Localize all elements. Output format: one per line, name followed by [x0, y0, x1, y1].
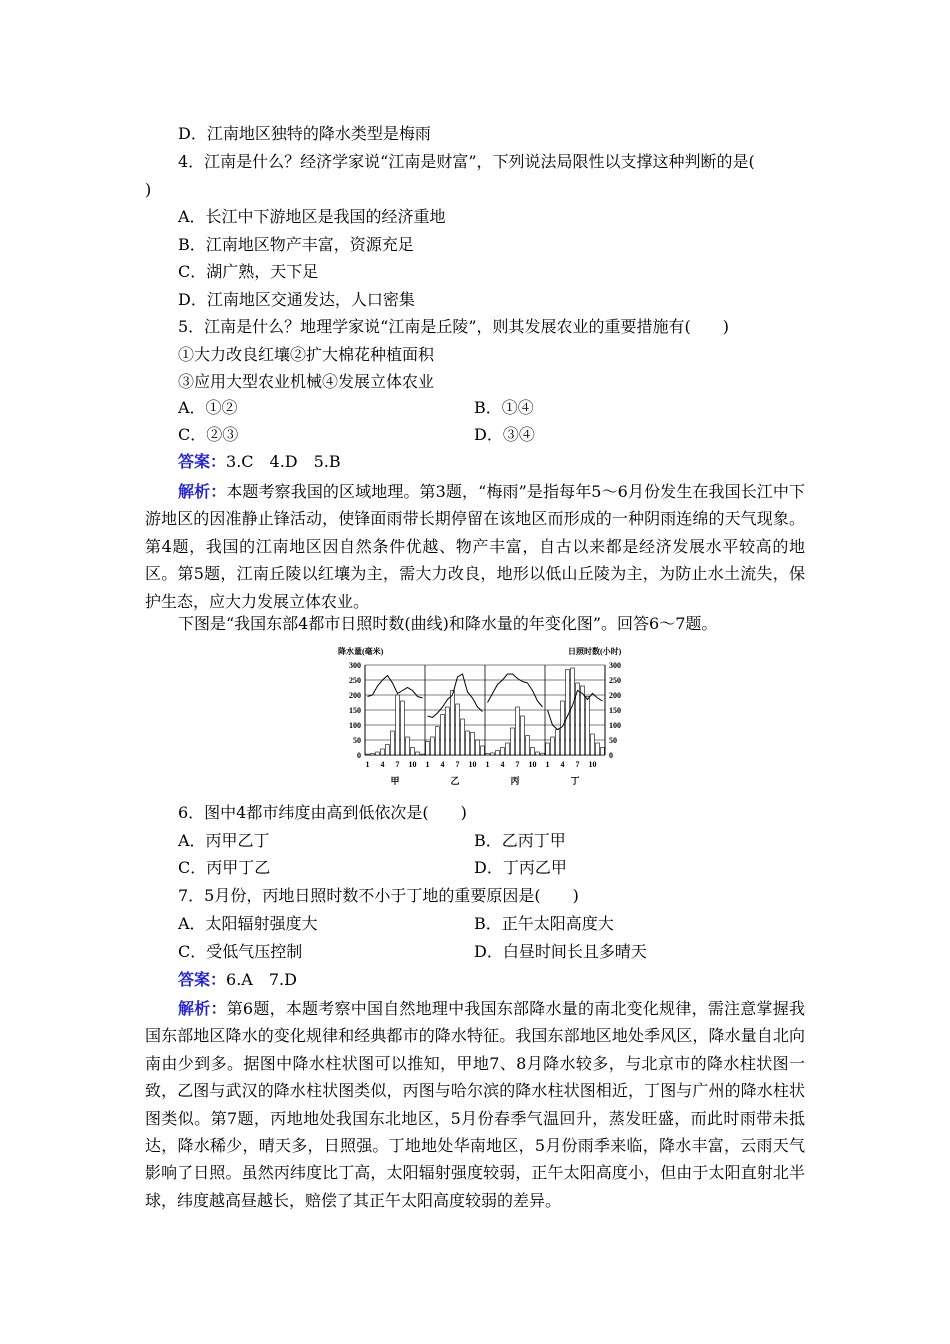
analysis-text: 第6题，本题考察中国自然地理中我国东部降水量的南北变化规律，需注意掌握我国东部地区降水的变化规律和经典都市的降水特征。我国东部地区地处季风区，降水量自北向南由少到多。据图中降水柱状图可以推知，甲地7、8月降水较多，与北京市的降水柱状图一致，乙图与武汉的降水柱状图类似，丙图与哈尔滨的降水柱状图相近，丁图与广州的降水柱状图类似。第7题，丙地地处我国东北地区，5月份春季气温回升，蒸发旺盛，而此时雨带未抵达，降水稀少，晴天多，日照强。丁地地处华南地区，5月份雨季来临，降水丰富，云雨天气影响了日照。虽然丙纬度比丁高，太阳辐射强度较弱，正午太阳高度小，但由于太阳直射北半球，纬度越高昼越长，赔偿了其正午太阳高度较弱的差异。: [145, 999, 805, 1210]
precip-bar: [466, 731, 470, 755]
precip-bar: [471, 733, 475, 756]
precip-bar: [456, 704, 460, 755]
precip-bar: [511, 728, 515, 755]
y-left-tick: 250: [349, 676, 361, 685]
x-tick-label: 10: [528, 760, 537, 769]
precip-bar: [536, 752, 540, 755]
precip-bar: [481, 746, 485, 755]
q4-option-c: C．湖广熟，天下足: [178, 262, 319, 281]
answer-text: 6.A 7.D: [226, 970, 297, 989]
precip-bar: [426, 742, 430, 756]
answer-block-1: [178, 452, 341, 472]
y-left-tick: 300: [349, 661, 361, 670]
precip-bar: [376, 752, 380, 755]
answer-label: 答案：: [178, 452, 227, 471]
x-tick-label: 7: [395, 760, 400, 769]
y-right-title: 日照时数(小时): [568, 647, 622, 656]
y-left-tick: 150: [349, 706, 361, 715]
precip-bar: [446, 707, 450, 755]
x-tick-label: 10: [588, 760, 597, 769]
q7-option-d: D．白昼时间长且多晴天: [474, 942, 647, 961]
q5-option-a: A．①②: [178, 398, 238, 417]
analysis-label: 解析：: [178, 999, 227, 1018]
q5-option-d: D．③④: [474, 425, 535, 444]
x-tick-label: 1: [545, 760, 550, 769]
x-tick-label: 4: [440, 760, 445, 769]
q5-items-1: ①大力改良红壤②扩大棉花种植面积: [178, 345, 435, 364]
precip-bar: [451, 691, 455, 756]
y-left-tick: 50: [353, 736, 361, 745]
q3-option-d: D．江南地区独特的降水类型是梅雨: [178, 124, 431, 143]
precip-bar: [366, 754, 370, 755]
y-left-tick: 0: [357, 751, 361, 760]
precip-bar: [441, 715, 445, 756]
q5-option-c: C．②③: [178, 425, 239, 444]
q5-stem: 5．江南是什么？地理学家说“江南是丘陵”，则其发展农业的重要措施有( ): [178, 317, 730, 336]
precip-bar: [526, 736, 530, 756]
precip-bar: [491, 753, 495, 755]
analysis-text: 本题考察我国的区域地理。第3题，“梅雨”是指每年5～6月份发生在我国长江中下游地区的因准静止锋活动，使锋面雨带长期停留在该地区而形成的一种阴雨连绵的天气现象。第4题，我国的江南地区因自然条件优越、物产丰富，自古以来都是经济发展水平较高的地区。第5题，江南丘陵以红壤为主，需大力改良，地形以低山丘陵为主，为防止水土流失，保护生态，应大力发展立体农业。: [145, 482, 805, 611]
q7-option-b: B．正午太阳高度大: [474, 914, 614, 933]
precip-bar: [436, 727, 440, 756]
x-tick-label: 10: [468, 760, 477, 769]
precip-bar: [521, 716, 525, 755]
precip-bar: [596, 743, 600, 755]
q7-option-a: A．太阳辐射强度大: [178, 914, 318, 933]
precip-bar: [476, 740, 480, 755]
y-left-title: 降水量(毫米): [338, 647, 384, 656]
x-tick-label: 1: [425, 760, 430, 769]
precip-bar: [546, 743, 550, 755]
precip-bar: [406, 737, 410, 755]
panel-label: 乙: [450, 776, 460, 786]
q6-option-a: A．丙甲乙丁: [178, 831, 270, 850]
precip-bar: [396, 695, 400, 755]
q4-option-d: D．江南地区交通发达，人口密集: [178, 290, 415, 309]
x-tick-label: 4: [380, 760, 385, 769]
q4-stem-end: ): [145, 180, 152, 199]
panel-label: 丙: [510, 776, 520, 786]
y-right-tick: 0: [609, 751, 613, 760]
precip-bar: [586, 697, 590, 756]
precip-bar: [506, 743, 510, 755]
q4-option-b: B．江南地区物产丰富，资源充足: [178, 235, 414, 254]
precip-bar: [401, 701, 405, 755]
q6-option-c: C．丙甲丁乙: [178, 858, 271, 877]
q5-option-b: B．①④: [474, 398, 534, 417]
analysis-block-2: [145, 995, 805, 1214]
x-tick-label: 4: [560, 760, 565, 769]
precip-bar: [531, 748, 535, 756]
y-right-tick: 250: [609, 676, 621, 685]
x-tick-label: 7: [455, 760, 460, 769]
precip-bar: [411, 748, 415, 756]
precip-bar: [461, 719, 465, 755]
y-right-tick: 150: [609, 706, 621, 715]
precip-bar: [431, 737, 435, 755]
x-tick-label: 1: [365, 760, 370, 769]
climate-chart: [320, 640, 650, 790]
sunshine-curve: [428, 674, 483, 718]
answer-text: 3.C 4.D 5.B: [226, 452, 341, 471]
y-left-tick: 200: [349, 691, 361, 700]
sunshine-curve: [488, 674, 543, 707]
analysis-block-1: [145, 478, 805, 615]
figure-intro: 下图是“我国东部4都市日照时数(曲线)和降水量的年变化图”。回答6～7题。: [178, 614, 718, 633]
y-right-tick: 50: [609, 736, 617, 745]
y-right-tick: 100: [609, 721, 621, 730]
precip-bar: [371, 754, 375, 756]
q7-stem: 7．5月份，丙地日照时数不小于丁地的重要原因是( ): [178, 886, 579, 905]
precip-bar: [416, 752, 420, 755]
precip-bar: [386, 745, 390, 756]
precip-bar: [551, 737, 555, 755]
x-tick-label: 4: [500, 760, 505, 769]
x-tick-label: 7: [515, 760, 520, 769]
x-tick-label: 10: [408, 760, 417, 769]
answer-label: 答案：: [178, 970, 227, 989]
y-left-tick: 100: [349, 721, 361, 730]
q6-option-b: B．乙丙丁甲: [474, 831, 566, 850]
q7-option-c: C．受低气压控制: [178, 942, 303, 961]
answer-block-2: [178, 970, 297, 990]
precip-bar: [486, 754, 490, 756]
precip-bar: [556, 730, 560, 756]
q5-items-2: ③应用大型农业机械④发展立体农业: [178, 372, 435, 391]
precip-bar: [501, 748, 505, 756]
precip-bar: [381, 749, 385, 755]
q6-option-d: D．丁丙乙甲: [474, 858, 567, 877]
precip-bar: [601, 748, 605, 756]
x-tick-label: 7: [575, 760, 580, 769]
precip-bar: [516, 707, 520, 755]
precip-bar: [581, 686, 585, 755]
precip-bar: [571, 668, 575, 755]
sunshine-curve: [368, 676, 423, 699]
precip-bar: [421, 754, 425, 755]
q6-stem: 6．图中4都市纬度由高到低依次是( ): [178, 803, 467, 822]
y-right-tick: 300: [609, 661, 621, 670]
x-tick-label: 1: [485, 760, 490, 769]
precip-bar: [496, 751, 500, 756]
analysis-label: 解析：: [178, 482, 227, 501]
precip-bar: [561, 701, 565, 755]
panel-label: 甲: [390, 776, 400, 786]
y-right-tick: 200: [609, 691, 621, 700]
precip-bar: [591, 734, 595, 755]
precip-bar: [391, 731, 395, 755]
q4-stem: 4．江南是什么？经济学家说“江南是财富”，下列说法局限性以支撑这种判断的是(: [178, 152, 755, 171]
precip-bar: [541, 753, 545, 755]
q4-option-a: A．长江中下游地区是我国的经济重地: [178, 207, 446, 226]
panel-label: 丁: [570, 776, 580, 786]
